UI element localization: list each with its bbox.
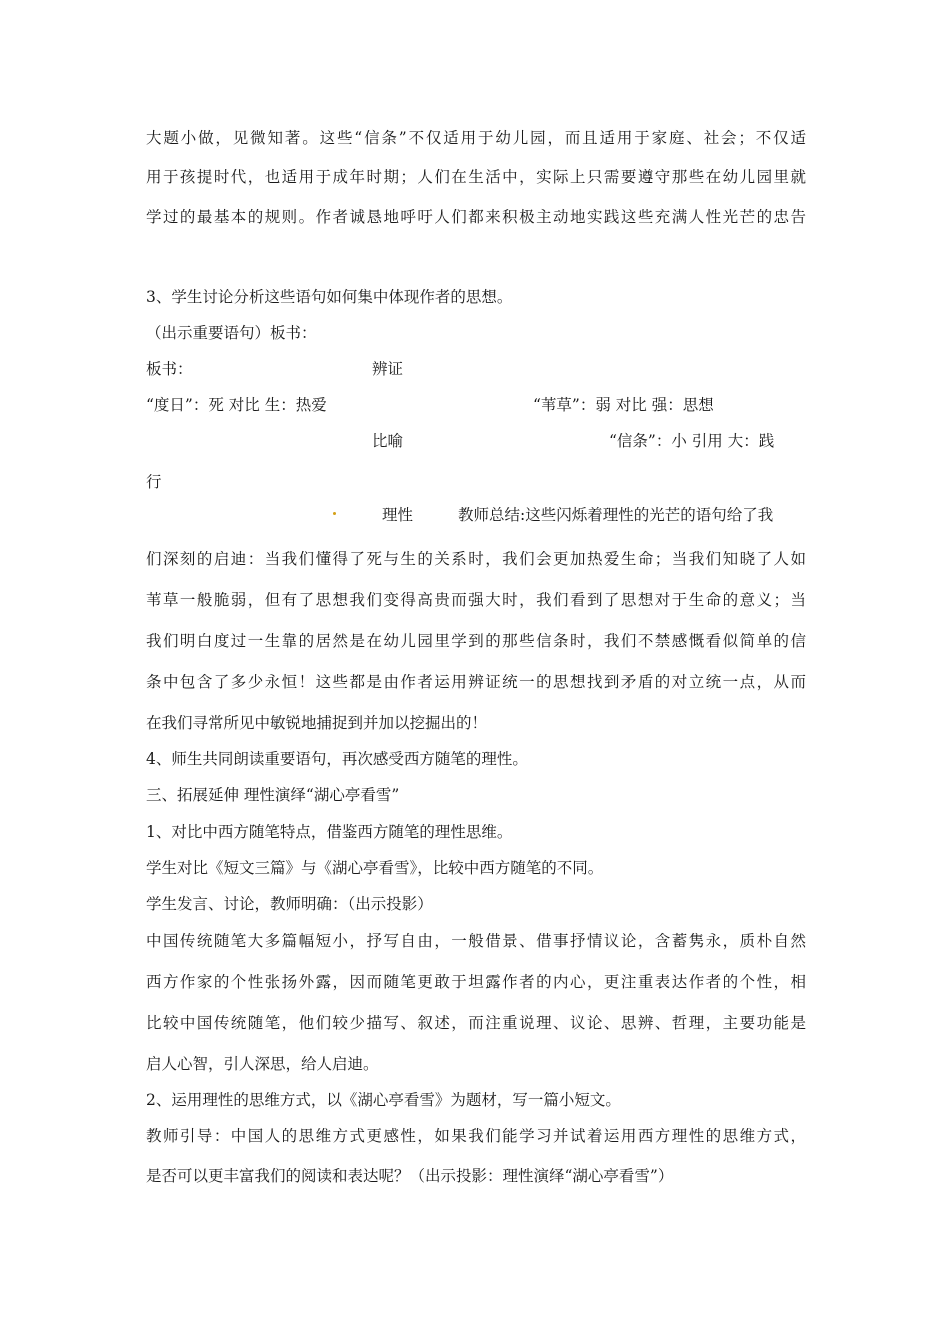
paragraph-line: 中国传统随笔大多篇幅短小，抒写自由，一般借景、借事抒情议论，含蓄隽永，质朴自然 — [146, 932, 806, 950]
marker-dot — [333, 512, 336, 515]
paragraph-line: 启人心智，引人深思，给人启迪。 — [146, 1055, 379, 1073]
paragraph-line: 比较中国传统随笔，他们较少描写、叙述，而注重说理、议论、思辨、哲理，主要功能是 — [146, 1014, 806, 1032]
paragraph-line: 苇草一般脆弱，但有了思想我们变得高贵而强大时，我们看到了思想对于生命的意义；当 — [146, 591, 806, 609]
compare-line: 学生对比《短文三篇》与《湖心亭看雪》，比较中西方随笔的不同。 — [146, 859, 604, 877]
board-label: 板书： — [146, 360, 193, 378]
step-2-heading: 2、运用理性的思维方式，以《湖心亭看雪》为题材，写一篇小短文。 — [146, 1091, 621, 1109]
teacher-summary-start: 教师总结:这些闪烁着理性的光芒的语句给了我 — [458, 506, 774, 524]
show-sentences-line: （出示重要语句）板书： — [146, 324, 317, 342]
paragraph-line: 在我们寻常所见中敏锐地捕捉到并加以挖掘出的！ — [146, 714, 488, 732]
step-1-heading: 1、对比中西方随笔特点，借鉴西方随笔的理性思维。 — [146, 823, 513, 841]
paragraph-line: 我们明白度过一生靠的居然是在幼儿园里学到的那些信条时，我们不禁感慨看似简单的信 — [146, 632, 806, 650]
board-duri: “度日”：死 对比 生：热爱 — [146, 396, 327, 414]
board-biyu: 比喻 — [372, 432, 404, 450]
paragraph-line: 是否可以更丰富我们的阅读和表达呢？（出示投影：理性演绎“湖心亭看雪”） — [146, 1167, 674, 1185]
board-lixing: 理性 — [382, 506, 414, 524]
paragraph-line: 用于孩提时代，也适用于成年时期；人们在生活中，实际上只需要遵守那些在幼儿园里就 — [146, 168, 806, 186]
board-weicao: “苇草”：弱 对比 强：思想 — [533, 396, 714, 414]
paragraph-line: 们深刻的启迪：当我们懂得了死与生的关系时，我们会更加热爱生命；当我们知晓了人如 — [146, 550, 806, 568]
board-xing: 行 — [146, 473, 162, 491]
paragraph-line: 大题小做，见微知著。这些“信条”不仅适用于幼儿园，而且适用于家庭、社会；不仅适 — [146, 129, 806, 147]
paragraph-line: 条中包含了多少永恒！这些都是由作者运用辨证统一的思想找到矛盾的对立统一点，从而 — [146, 673, 806, 691]
board-xintiao: “信条”：小 引用 大：践 — [609, 432, 775, 450]
paragraph-line: 教师引导：中国人的思维方式更感性，如果我们能学习并试着运用西方理性的思维方式， — [146, 1127, 806, 1145]
paragraph-line: 西方作家的个性张扬外露，因而随笔更敢于坦露作者的内心，更注重表达作者的个性，相 — [146, 973, 806, 991]
board-bianzheng: 辨证 — [372, 360, 404, 378]
paragraph-line: 学过的最基本的规则。作者诚恳地呼吁人们都来积极主动地实践这些充满人性光芒的忠告 — [146, 208, 806, 226]
discussion-line: 学生发言、讨论，教师明确：（出示投影） — [146, 895, 433, 913]
step-4-heading: 4、师生共同朗读重要语句，再次感受西方随笔的理性。 — [146, 750, 528, 768]
step-3-heading: 3、学生讨论分析这些语句如何集中体现作者的思想。 — [146, 288, 513, 306]
section-3-heading: 三、拓展延伸 理性演绎“湖心亭看雪” — [146, 786, 400, 804]
